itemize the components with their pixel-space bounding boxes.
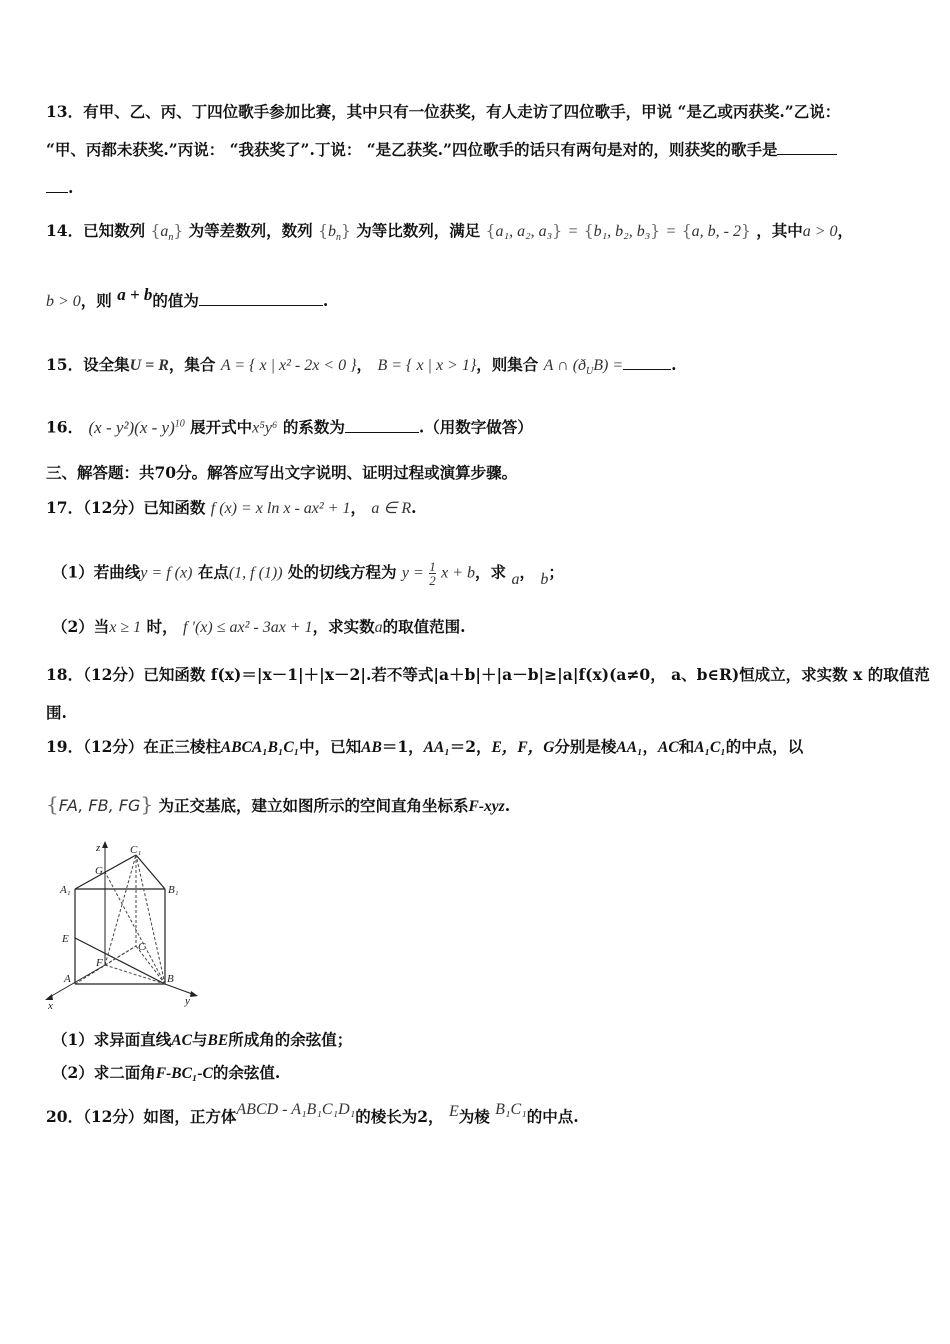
fig-label-y: y bbox=[185, 995, 190, 1007]
q14-a-plus-b: a + b bbox=[117, 285, 153, 304]
q14-end: . bbox=[322, 291, 329, 310]
q15-expr: A ∩ $(ð_UB)$ = bbox=[543, 357, 624, 378]
q18-line2: 围. bbox=[46, 703, 67, 722]
q19-basis: FA, FB, FG bbox=[58, 796, 141, 815]
q14-number: 14．已知数列 bbox=[46, 221, 146, 240]
q17-p2-text1: （2）当 bbox=[52, 617, 110, 636]
q17-condition: a ∈ R bbox=[371, 500, 412, 517]
fig-label-x: x bbox=[48, 1000, 53, 1012]
q19-text6: 和 bbox=[678, 737, 695, 756]
q14-set3: a, b, - 2 bbox=[691, 223, 741, 240]
q20-line bbox=[46, 1101, 910, 1129]
q17-p1-var-b: b bbox=[540, 570, 549, 588]
q17-p1-text3: 处的切线方程为 bbox=[288, 562, 397, 582]
q19-end: . bbox=[504, 796, 511, 815]
q17-p2-text4: 的取值范围. bbox=[382, 617, 466, 636]
q19-line2: {FA, FB, FG} 为正交基底，建立如图所示的空间直角坐标系F-xyz. bbox=[46, 792, 511, 816]
q14-answer-blank bbox=[199, 291, 323, 306]
fig-label-a1: A₁ bbox=[60, 884, 71, 896]
q17-p2-var-a: a bbox=[374, 619, 383, 636]
q17-p1-text2: 在点 bbox=[197, 562, 229, 582]
q19-text5: ， bbox=[642, 737, 659, 756]
q14-an: $a_n$ bbox=[160, 223, 174, 244]
fig-label-b: B bbox=[167, 973, 174, 985]
fig-label-z: z bbox=[96, 842, 101, 854]
q19-p1-be: BE bbox=[207, 1032, 229, 1049]
q19-number: 19．（12分）在正三棱柱 bbox=[46, 737, 221, 756]
q17-number: 17．（12分）已知函数 bbox=[46, 498, 206, 517]
q15-number: 15．设全集 bbox=[46, 355, 130, 374]
q19-p1-ac: AC bbox=[171, 1032, 192, 1049]
q17-part2 bbox=[52, 616, 910, 639]
q16-expr: (x - y²)(x - y)$^{10}$ bbox=[88, 417, 185, 437]
q19-text1: 中，已知 bbox=[299, 737, 362, 756]
q14-eq2: = bbox=[665, 223, 677, 240]
q15-answer-blank bbox=[623, 355, 671, 370]
q17-text1: ， bbox=[350, 498, 366, 517]
q15-text3: ，则集合 bbox=[476, 355, 539, 374]
q14-line2 bbox=[46, 285, 910, 313]
q20-number: 20．（12分）如图，正方体 bbox=[46, 1107, 237, 1126]
q19-part2 bbox=[52, 1062, 910, 1085]
q17-p1-text5: ， bbox=[519, 562, 535, 582]
q14-text3: ，其中 bbox=[756, 221, 803, 240]
q14-line1: 14．已知数列 $\{a_n\}$ 为等差数列，数列 $\{b_n\}$ 为等比数列，满足 {a₁, a₂, a₃} = {b₁, b₂, b₃} = {a, b, - 2} ，其中a > 0， bbox=[46, 221, 854, 244]
q17-p2-inequality: f ′(x) ≤ ax² - 3ax + 1 bbox=[183, 619, 313, 636]
q19-p1-text3: 所成角的余弦值； bbox=[228, 1030, 353, 1049]
q19-text8: 为正交基底，建立如图所示的空间直角坐标系 bbox=[158, 796, 469, 815]
q17-part1 bbox=[52, 560, 910, 587]
section-3-heading: 三、解答题：共70分。解答应写出文字说明、证明过程或演算步骤。 bbox=[46, 463, 518, 482]
q19-text7: 的中点，以 bbox=[725, 737, 804, 756]
q15-line bbox=[46, 354, 910, 383]
q17-p1-line-left: y = bbox=[401, 564, 424, 582]
q19-p2-text1: （2）求二面角 bbox=[52, 1063, 156, 1082]
q14-text6: 的值为 bbox=[152, 291, 199, 310]
q14-text5: ，则 bbox=[80, 291, 112, 310]
q17-p2-condition: x ≥ 1 bbox=[109, 619, 142, 636]
q14-eq1: = bbox=[567, 223, 579, 240]
q15-universe: U = R bbox=[129, 357, 169, 374]
q19-edge-a1c1: A₁C₁ bbox=[694, 739, 726, 756]
q14-cond-a: a > 0 bbox=[802, 223, 838, 240]
q17-p1-text6: ； bbox=[548, 562, 564, 582]
q16-answer-blank bbox=[345, 418, 419, 433]
q19-p1-text2: 与 bbox=[191, 1030, 208, 1049]
q17-p1-text1: （1）若曲线 bbox=[52, 562, 141, 582]
fig-label-c: C bbox=[138, 941, 146, 953]
q20-text1: 的棱长为2， bbox=[355, 1107, 444, 1126]
q20-cube: ABCD - A₁B₁C₁D₁ bbox=[236, 1101, 356, 1118]
q14-set2: b₁, b₂, b₃ bbox=[593, 223, 651, 240]
q13-line2-text: “甲、丙都未获奖.”丙说： “我获奖了”.丁说： “是乙获奖.”四位歌手的话只有两句是对的，则获奖的歌手是 bbox=[46, 140, 778, 159]
q20-text3: 的中点. bbox=[526, 1107, 579, 1126]
q19-efg: E，F，G bbox=[491, 739, 555, 756]
fig-label-f: F bbox=[96, 957, 103, 969]
q17-end: . bbox=[411, 498, 417, 517]
fig-label-a: A bbox=[64, 973, 71, 985]
q17-p1-point: (1, f (1)) bbox=[228, 564, 283, 582]
q19-aa1: AA₁ bbox=[423, 739, 450, 756]
q17-p1-text4: ，求 bbox=[475, 562, 507, 582]
q14-text2: 为等比数列，满足 bbox=[356, 221, 481, 240]
q17-p2-text2: 时， bbox=[146, 617, 178, 636]
q16-end: .（用数字做答） bbox=[418, 417, 533, 437]
q13-line2 bbox=[46, 139, 910, 161]
q17-function: f (x) = x ln x - ax² + 1 bbox=[210, 500, 351, 517]
q15-text1: ，集合 bbox=[168, 355, 216, 374]
q16-number: 16． bbox=[46, 417, 84, 437]
q14-text1: 为等差数列，数列 bbox=[188, 221, 313, 240]
q16-term: x⁵y⁶ bbox=[252, 419, 278, 437]
q19-text2: ＝1， bbox=[381, 737, 424, 756]
q14-cond-b: b > 0 bbox=[46, 293, 81, 310]
q19-p2-angle: F-BC₁-C bbox=[155, 1065, 213, 1082]
q20-edge: B₁C₁ bbox=[495, 1101, 527, 1118]
fig-label-c1: C₁ bbox=[130, 844, 142, 856]
q16-text1: 展开式中 bbox=[190, 417, 253, 437]
q15-text2: ， bbox=[356, 355, 373, 374]
q16-text2: 的系数为 bbox=[282, 417, 345, 437]
q19-p2-text2: 的余弦值. bbox=[212, 1063, 281, 1082]
q19-text4: 分别是棱 bbox=[554, 737, 617, 756]
q14-bn: $b_n$ bbox=[327, 223, 341, 244]
q17-line bbox=[46, 497, 910, 520]
q15-end: . bbox=[671, 355, 677, 374]
q17-p2-text3: ，求实数 bbox=[312, 617, 375, 636]
q17-p1-fraction: $\frac{1}{2}$ bbox=[429, 559, 436, 588]
q16-line bbox=[46, 413, 910, 440]
q19-edge-ac: AC bbox=[658, 739, 679, 756]
q20-text2: 为棱 bbox=[458, 1107, 490, 1126]
fig-label-b1: B₁ bbox=[168, 884, 179, 896]
fig-label-e: E bbox=[62, 933, 69, 945]
q19-part1 bbox=[52, 1029, 910, 1052]
q19-line1 bbox=[46, 736, 910, 759]
q17-p1-curve: y = f (x) bbox=[140, 564, 193, 582]
q19-coord-system: F-xyz bbox=[468, 798, 505, 815]
q13-line1: 13．有甲、乙、丙、丁四位歌手参加比赛，其中只有一位获奖，有人走访了四位歌手，甲说 “是乙或丙获奖.”乙说： bbox=[46, 102, 841, 121]
q15-set-b: B = { x | x > 1} bbox=[377, 357, 477, 374]
q19-ab: AB bbox=[361, 739, 382, 756]
q19-prism-figure bbox=[40, 838, 210, 1013]
q19-edge-aa1: AA₁ bbox=[616, 739, 643, 756]
q19-text3: ＝2， bbox=[449, 737, 492, 756]
q19-p1-text1: （1）求异面直线 bbox=[52, 1030, 172, 1049]
q13-answer-blank bbox=[777, 140, 837, 155]
q20-point-e: E bbox=[448, 1103, 459, 1120]
fig-label-g: G bbox=[95, 865, 103, 877]
q14-set1: a₁, a₂, a₃ bbox=[495, 223, 553, 240]
q13-end: . bbox=[68, 178, 74, 197]
q13-line3 bbox=[46, 177, 910, 199]
q15-set-a: A = { x | x² - 2x < 0 } bbox=[220, 357, 357, 374]
q13-answer-blank-cont bbox=[46, 178, 68, 193]
q19-prism: ABCA₁B₁C₁ bbox=[220, 739, 300, 756]
q17-p1-var-a: a bbox=[511, 570, 520, 588]
q17-p1-line-right: x + b bbox=[441, 564, 476, 582]
q18-line1: 18．（12分）已知函数 f(x)＝|x－1|＋|x－2|.若不等式|a＋b|＋|a－b|≥|a|f(x)(a≠0， a、b∈R)恒成立，求实数 x 的取值范 bbox=[46, 665, 930, 684]
q14-text4: ， bbox=[837, 221, 854, 240]
